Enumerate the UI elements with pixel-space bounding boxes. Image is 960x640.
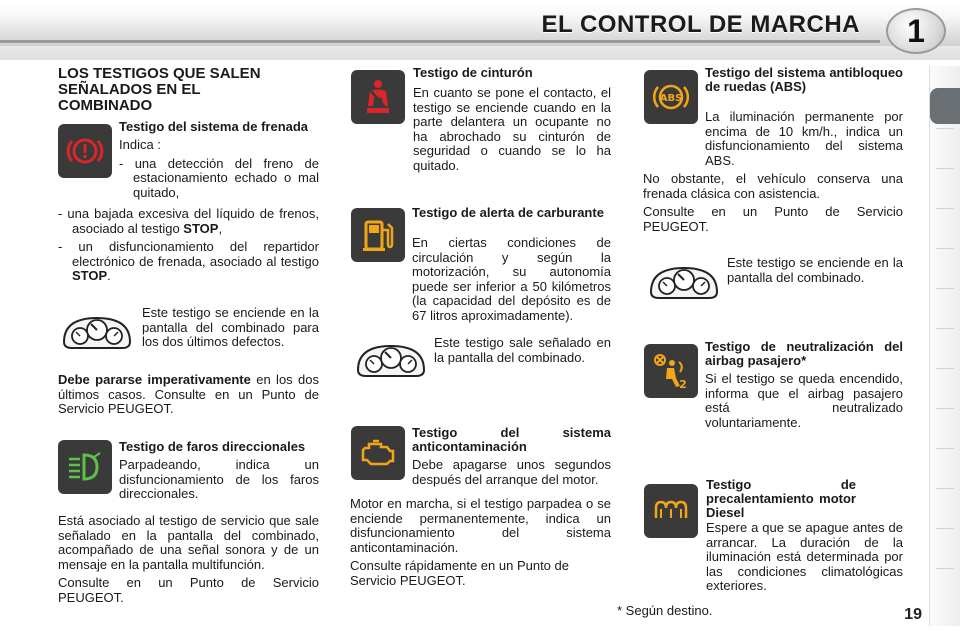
lights-text [119,440,319,506]
lights-p1: Parpadeando, indica un disfuncionamiento de los faros direccionales. [119,457,319,501]
tab-divider [936,488,954,489]
fuel-text [412,206,611,224]
airbag-off-icon [644,344,698,398]
belt-text [413,66,611,84]
brake-text [119,120,319,204]
brake-item-2-end: , [218,220,223,236]
brake-must-stop [58,373,319,421]
brake-item-2-text: - una bajada excesiva del líquido de frenos, asociado al testigo [58,206,319,236]
abs-p2: No obstante, el vehículo conserva una frenada clásica con asistencia. [643,171,903,201]
brake-indica: Indica : [119,137,161,152]
tab-divider [936,328,954,329]
airbag-p1: Si el testigo se queda encendido, informa que el airbag pasajero está neutralizado voluntariamente. [705,371,903,430]
chapter-badge [886,8,946,54]
tab-divider [936,528,954,529]
abs-p3: Consulte en un Punto de Servicio PEUGEOT. [643,204,903,234]
brake-list [58,207,319,288]
abs-body [643,110,903,238]
brake-warning-icon [58,124,112,178]
tab-divider [936,448,954,449]
section-heading [58,66,298,114]
belt-heading: Testigo de cinturón [413,65,533,80]
footnote: * Según destino. [617,603,713,618]
diesel-p1: Espere a que se apague antes de arrancar. La duración de la iluminación está determinada por las condiciones climatológicas exteriores. [706,520,903,593]
svg-text:ABS: ABS [659,93,683,104]
chapter-tabs [929,66,960,626]
brake-item-1: - una detección del freno de estacionamiento echado o mal quitado, [119,155,319,200]
instrument-cluster-icon [354,340,428,380]
tab-divider [936,248,954,249]
diesel-body [643,521,903,598]
engine-p1: Debe apagarse unos segundos después del arranque del motor. [412,457,611,487]
engine-heading: Testigo del sistema anticontaminación [412,425,611,454]
diesel-heading: Testigo de precalentamiento motor Diesel [706,477,856,520]
airbag-heading: Testigo de neutralización del airbag pasajero* [705,339,903,368]
tab-divider [936,288,954,289]
brake-item-3-text: - un disfuncionamiento del repartidor electrónico de frenada, asociado al testigo [58,239,319,269]
engine-p2: Motor en marcha, si el testigo parpadea o se enciende permanentemente, indica un disfuncionamiento del sistema anticontaminación. [350,496,611,555]
chapter-tab-active[interactable] [930,88,960,124]
tab-divider [936,368,954,369]
fuel-body [350,236,611,327]
engine-p3: Consulte rápidamente en un Punto de Servicio PEUGEOT. [350,558,569,588]
tab-divider [936,568,954,569]
cluster-note: Este testigo sale señalado en la pantalla del combinado. [434,335,611,365]
engine-more [350,497,611,592]
cluster-note: Este testigo se enciende en la pantalla del combinado. [727,255,903,285]
belt-body [350,86,611,177]
must-stop-bold: Debe pararse imperativamente [58,372,251,387]
stop-label: STOP [183,220,219,236]
page-number: 19 [904,606,922,623]
airbag-text [705,340,903,434]
tab-divider [936,208,954,209]
instrument-cluster-icon [647,262,721,302]
abs-text [705,66,903,98]
main-heading: LOS TESTIGOS QUE SALEN SEÑALADOS EN EL COMBINADO [58,65,261,114]
brake-item-3-end: . [107,268,111,283]
page-header [0,0,960,60]
brake-cluster-text [142,306,319,354]
engine-text [412,426,611,491]
tab-divider [936,128,954,129]
fuel-cluster-text [434,336,611,369]
lights-p3: Consulte en un Punto de Servicio PEUGEOT. [58,575,319,605]
brake-heading: Testigo del sistema de frenada [119,119,309,134]
must-stop-paragraph [58,373,319,417]
must-stop-rest: en los dos últimos casos. Consulte en un Punto de Servicio PEUGEOT. [58,372,320,416]
brake-item-2 [58,207,319,236]
header-rule [0,40,880,43]
fuel-p1: En ciertas condiciones de circulación y según la motorización, su autonomía puede ser inferior a 50 kilómetros (la capacidad del depósito es de 67 litros aproximadamente). [412,235,611,323]
engine-icon [351,426,405,480]
lights-heading: Testigo de faros direccionales [119,439,306,454]
cluster-note: Este testigo se enciende en la pantalla del combinado para los dos últimos defectos. [142,305,319,349]
diesel-text [706,478,903,524]
abs-heading: Testigo del sistema antibloqueo de ruedas (ABS) [705,65,903,94]
stop-label: STOP [72,268,108,283]
section-title: EL CONTROL DE MARCHA [541,11,860,38]
tab-divider [936,408,954,409]
fuel-heading: Testigo de alerta de carburante [412,205,604,220]
lights-more [58,514,319,609]
tab-divider [936,168,954,169]
svg-text:2: 2 [679,378,687,391]
chapter-number: 1 [907,13,925,49]
lights-p2: Está asociado al testigo de servicio que sale señalado en la pantalla del combinado, acompañado de una señal sonora y de un mensaje en la pantalla multifunción. [58,513,319,572]
belt-p1: En cuanto se pone el contacto, el testigo se enciende cuando en la parte delantera un ocupante no ha abrochado su cinturón de seguridad o cuando se lo ha quitado. [413,85,611,173]
abs-p1: La iluminación permanente por encima de 10 km/h., indica un disfuncionamiento del sistema ABS. [705,109,903,168]
instrument-cluster-icon [60,312,134,352]
headlamp-icon [58,440,112,494]
abs-cluster-text [727,256,903,289]
brake-item-3 [58,240,319,284]
